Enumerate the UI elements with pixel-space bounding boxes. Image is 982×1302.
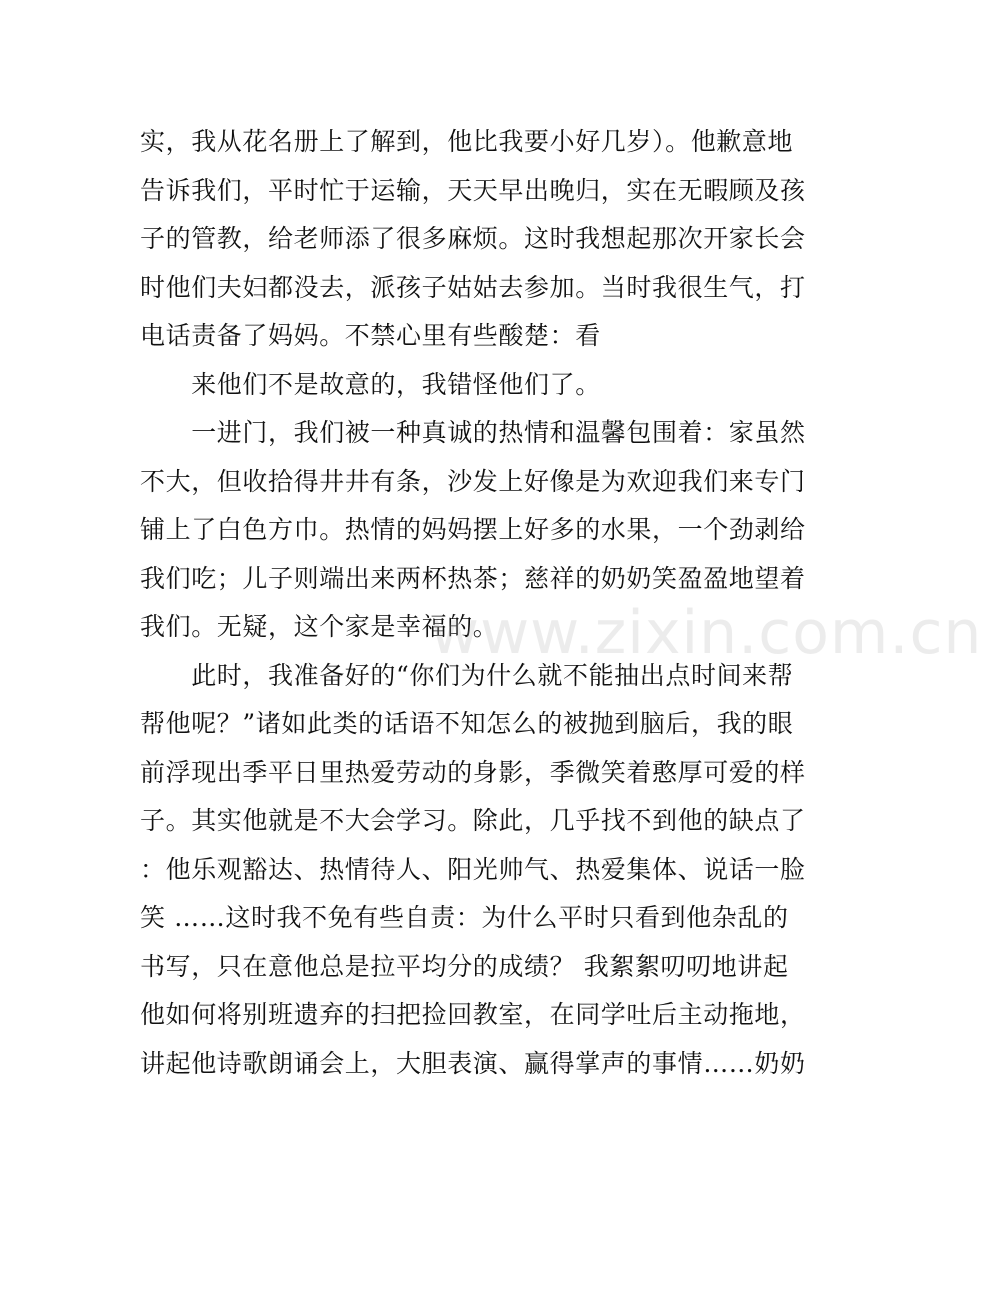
text-line: 讲起他诗歌朗诵会上，大胆表演、赢得掌声的事情……奶奶 xyxy=(140,1048,806,1078)
text-line: 笑 ……这时我不免有些自责：为什么平时只看到他杂乱的 xyxy=(140,903,789,932)
text-line: 一进门，我们被一种真诚的热情和温馨包围着：家虽然 xyxy=(140,418,806,447)
text-line: 前浮现出季平日里热爱劳动的身影，季微笑着憨厚可爱的样 xyxy=(140,757,806,787)
text-line: 帮他呢？”诸如此类的话语不知怎么的被抛到脑后，我的眼 xyxy=(140,709,794,738)
text-line: 来他们不是故意的，我错怪他们了。 xyxy=(140,369,601,399)
body-text xyxy=(140,118,806,1088)
text-line: 他如何将别班遗弃的扫把捡回教室，在同学吐后主动拖地， xyxy=(140,1000,806,1029)
text-line: 实，我从花名册上了解到，他比我要小好几岁）。他歉意地 xyxy=(140,127,794,156)
text-line: 书写，只在意他总是拉平均分的成绩？ 我絮絮叨叨地讲起 xyxy=(140,951,789,981)
watermark: www.zixin.com.cn xyxy=(430,598,982,668)
text-line: 铺上了白色方巾。热情的妈妈摆上好多的水果，一个劲剥给 xyxy=(140,515,806,544)
text-line: 子。其实他就是不大会学习。除此，几乎找不到他的缺点了 xyxy=(140,806,806,835)
text-line: 子的管教，给老师添了很多麻烦。这时我想起那次开家长会 xyxy=(140,224,806,253)
text-line: 我们。无疑，这个家是幸福的。 xyxy=(140,612,499,641)
text-line: 时他们夫妇都没去，派孩子姑姑去参加。当时我很生气，打 xyxy=(140,272,806,302)
text-line: 不大，但收拾得井井有条，沙发上好像是为欢迎我们来专门 xyxy=(140,466,806,496)
text-line: 此时，我准备好的“你们为什么就不能抽出点时间来帮 xyxy=(140,660,794,690)
text-line: 电话责备了妈妈。不禁心里有些酸楚：看 xyxy=(140,321,601,350)
text-line: 我们吃；儿子则端出来两杯热茶；慈祥的奶奶笑盈盈地望着 xyxy=(140,563,806,593)
text-line: ：他乐观豁达、热情待人、阳光帅气、热爱集体、说话一脸 xyxy=(140,854,806,884)
text-line: 告诉我们，平时忙于运输，天天早出晚归，实在无暇顾及孩 xyxy=(140,175,806,205)
